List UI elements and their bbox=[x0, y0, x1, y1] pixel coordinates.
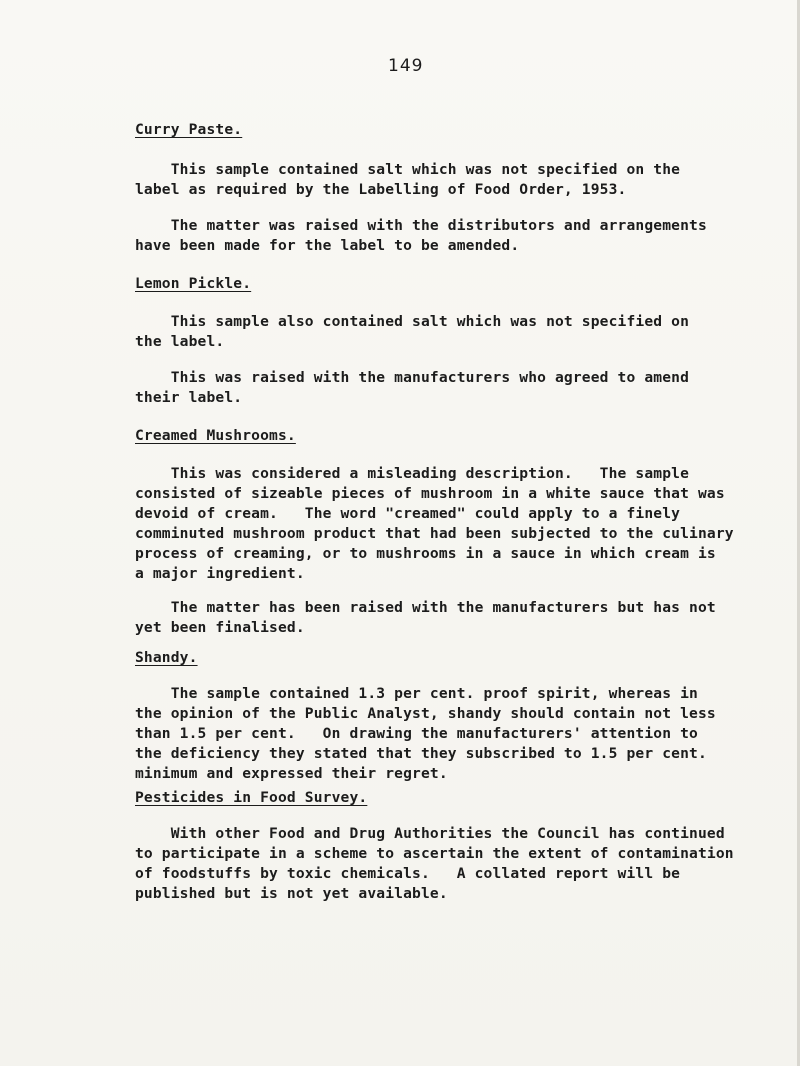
text-line: With other Food and Drug Authorities the Council has continued bbox=[135, 825, 725, 842]
section-lemon-pickle bbox=[135, 274, 690, 406]
text-line: devoid of cream. The word "creamed" could apply to a finely bbox=[135, 505, 681, 522]
text-line: consisted of sizeable pieces of mushroom in a white sauce that was bbox=[135, 485, 725, 502]
text-line: their label. bbox=[135, 389, 243, 406]
section-heading: Shandy. bbox=[135, 649, 198, 666]
paragraph bbox=[135, 598, 716, 638]
text-line: comminuted mushroom product that had been subjected to the culinary bbox=[135, 525, 734, 542]
text-line: minimum and expressed their regret. bbox=[135, 765, 448, 782]
text-line: the opinion of the Public Analyst, shandy should contain not less bbox=[135, 705, 716, 722]
section-creamed-mushrooms bbox=[135, 426, 734, 636]
text-line: yet been finalised. bbox=[135, 619, 305, 636]
text-line: have been made for the label to be amended. bbox=[135, 237, 520, 254]
text-line: The sample contained 1.3 per cent. proof spirit, whereas in bbox=[135, 685, 698, 702]
text-line: published but is not yet available. bbox=[135, 885, 448, 902]
section-heading: Curry Paste. bbox=[135, 121, 243, 138]
text-line: The matter was raised with the distributors and arrangements bbox=[135, 217, 707, 234]
text-line: the label. bbox=[135, 333, 225, 350]
paragraph bbox=[135, 160, 680, 200]
section-shandy bbox=[135, 648, 716, 782]
text-line: to participate in a scheme to ascertain the extent of contamination bbox=[135, 845, 734, 862]
paragraph bbox=[135, 684, 716, 784]
text-line: The matter has been raised with the manufacturers but has not bbox=[135, 599, 716, 616]
text-line: a major ingredient. bbox=[135, 565, 305, 582]
section-heading: Creamed Mushrooms. bbox=[135, 427, 296, 444]
section-pesticides-survey bbox=[135, 788, 734, 902]
text-line: This sample also contained salt which was not specified on bbox=[135, 313, 690, 330]
text-line: This was considered a misleading description. The sample bbox=[135, 465, 690, 482]
paragraph bbox=[135, 216, 707, 256]
paragraph bbox=[135, 312, 689, 352]
text-line: the deficiency they stated that they subscribed to 1.5 per cent. bbox=[135, 745, 707, 762]
text-line: of foodstuffs by toxic chemicals. A collated report will be bbox=[135, 865, 681, 882]
section-heading: Pesticides in Food Survey. bbox=[135, 789, 368, 806]
text-line: label as required by the Labelling of Food Order, 1953. bbox=[135, 181, 627, 198]
text-line: This was raised with the manufacturers who agreed to amend bbox=[135, 369, 690, 386]
page-number: 149 bbox=[388, 56, 424, 76]
paragraph bbox=[135, 464, 734, 584]
section-curry-paste bbox=[135, 120, 707, 254]
paragraph bbox=[135, 824, 734, 904]
paragraph bbox=[135, 368, 689, 408]
section-heading: Lemon Pickle. bbox=[135, 275, 252, 292]
text-line: than 1.5 per cent. On drawing the manufacturers' attention to bbox=[135, 725, 698, 742]
text-line: process of creaming, or to mushrooms in a sauce in which cream is bbox=[135, 545, 716, 562]
text-line: This sample contained salt which was not specified on the bbox=[135, 161, 681, 178]
